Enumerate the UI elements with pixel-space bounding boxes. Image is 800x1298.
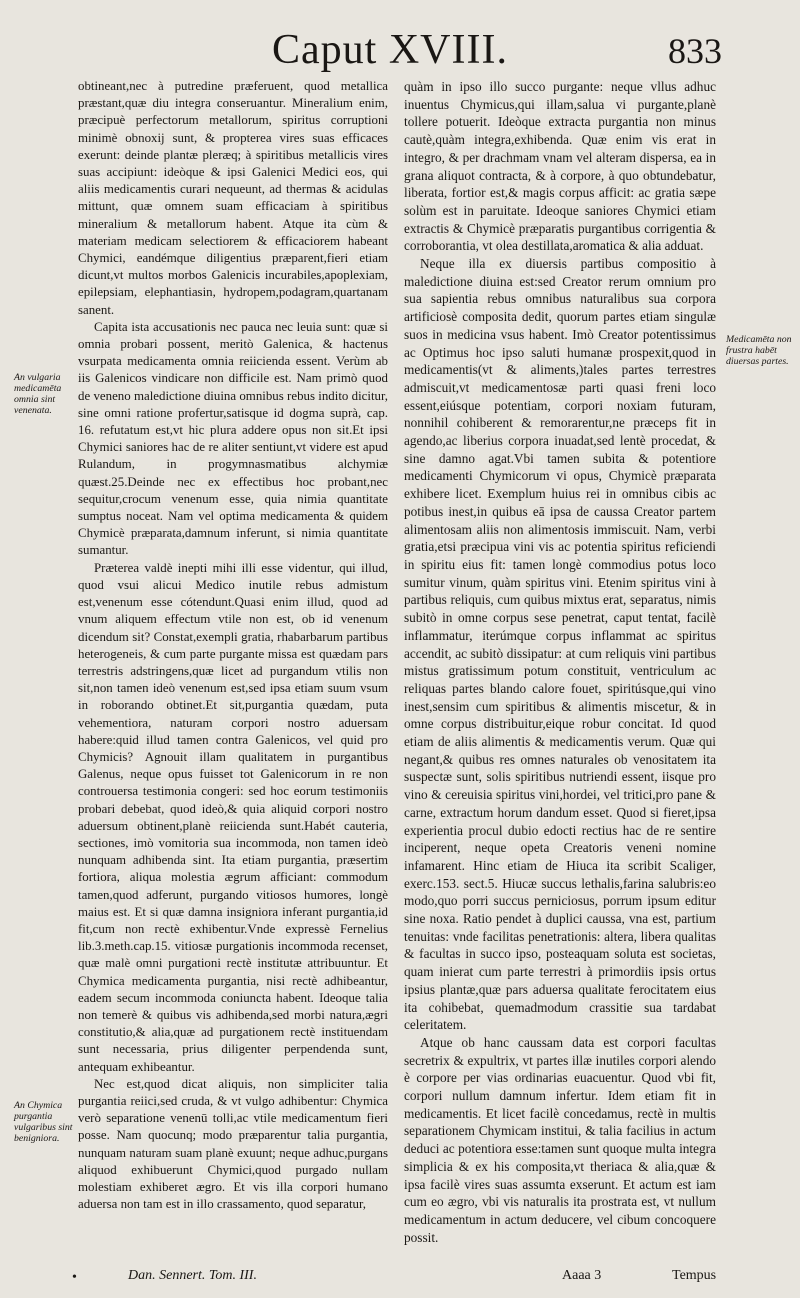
paragraph: Præterea valdè inepti mihi illi esse videntur, qui illud, quod vsui alicui Medico inutile rebus admistum est,venenum esse cótendunt.Quasi enim illud, quod ad vnum aliquem effectum vtile non est, ob id venenum dicendum sit? Constat,exempli gratia, rhabarbarum partibus heterogeneis, & cum parte purgante missa est quædam pars terrestris adstringens,quæ licet ad purgandum vtilis non sit,non tamen ideò venenum est,sed ipsa etiam suum vsum in roborando obtinet.Et sit,purgantia quædam, puta vehementiora, naturam corpori nostro aduersam habere:quid illud tamen contra Galenicos, vel quid pro Chymicis? Agnouit illam qualitatem in purgantibus Galenus, neque opus fuisset tot Galenicorum in re non controuersa testimonia congeri: sed hoc eorum testimoniis probari debebat, quod ideò,& quia aliquid corpori nostro aduersum obtinent,planè reiicienda sunt.Habét cauteria, sectiones, imò vomitoria sua incommoda, non tamen ideò nunquam adhibenda sint. Ita etiam purgantia, præsertim fortiora, aliqua molestia ægrum afficiant: commodum tamen,quod adferunt, purgando vitiosos humores, longè maius est. Et si quæ damna insigniora inferant purgantia,id fit,cum non rectè exhibentur.Vnde expressè Fernelius lib.3.meth.cap.15. vitiosæ purgationis incommoda recenset, quæ malè omni purgationi rectè institutæ attribuuntur. Et Chymica medicamenta purgantia, nisi rectè adhibeantur, eadem secum incommoda coniuncta habent. Ideoque talia non temerè & quibus vis adhibenda,sed morbi natura,ægri constitutio,& alia,quæ ad purgationem rectè instituendam sunt necessaria, prius diligenter perpendenda sunt, antequam exhibeantur. xyxy=(78,560,388,1074)
paragraph: Atque ob hanc caussam data est corpori facultas secretrix & expultrix, vt partes illæ inutiles corpori alendo è corpore per vias ordinarias euacuentur. Quod vbi fit, corpori nullum damnum infertur. Idem etiam fit in medicamentis. Et licet facilè concedamus, rectè in multis separationem Chymicam institui, & talia facilius in actum deduci ac potentiora esse:tamen sunt quoque multa integra simplicia & ex his composita,vt theriaca & alia,quæ & ipsa facilè vires suas assumta exserunt. Et actum est iam cum eo ægro, vbi vis naturalis ita prostrata est, vt nullum medicamentum in actum deducere, vel cibum concoquere possit. xyxy=(404,1034,716,1245)
catchword: Tempus xyxy=(672,1268,717,1283)
paragraph: Neque illa ex diuersis partibus compositio à maledictione diuina est:sed Creator rerum omnium pro sua sapientia rebus omnibus naturalibus sua corpora artificiosè composita dedit, quorum partes etiam singulæ suos in medicina vsus habent. Imò Creator potentissimus ac Optimus hoc ipso saluti humanæ prospexit,quod in medicamentis(vt & aliments,)tales partes terrestres admiscuit,vt medicamentosæ parti quasi freni loco essent,eiúsque potentiam, corpori noxiam futuram, nonnihil cohiberent & remorarentur,ne præceps fit in agendo,ac liberius corpora inuadat,sed lentè procedat, & sine damno agat.Vbi tamen subita & potentiore medicamenti Chymicorum vi opus, Chymicè præparata exhibere licet. Exemplum huius rei in omnibus cibis ac potibus inest,in quibus eā ipsa de caussa Creator partem alimentosam aliis non alimentosis immiscuit. Nam, verbi gratia,etsi præcipua vini vis ac potentia spiritus reficiendi in spiritu eius fit: tamen longè commodius potus loco sumitur vinum, quàm spiritus vini. Etenim spiritus vini à partibus reliquis, cum quibus mixtus erat, separatus, nimis subitò in omne corpus sese penetrat, caput tentat, facilè inflammatur, iterúmque corpus inflammat ac spiritus accendit, ac subitò dissipatur: at cum reliquis vini partibus mistus gratissimum potum constituit, ventriculum ac reliquas partes blando calore fouet, spiritúsque,qui vino inest,sensim cum spiritibus & alimentis miscetur, & in omne corpus distribuitur,eique robur concitat. Id quod etiam de aliis alimentis & medicamentis verum. Quæ qui negant,& quibus res omnes naturales ob venositatem ita suspectæ sunt, solis spiritibus nutriendi essent, iisque pro vino & cereuisia spiritus vini,hordei, vel tritici,pro pane & carne, extractum horum dandum esset. Quod si fieret,ipsa experientia procul dubio edocti rectius hac de re sentire inciperent, neque opeta Creatoris veneni nomine infamarent. Hinc etiam de Hiuca ita scribit Scaliger, exerc.153. sect.5. Hiucæ succus lethalis,farina salubris:eo modo,quo porri succus perniciosus, porrum ipsum editur sine noxa. Ratio pendet à duplici caussa, vna est, partium tenuitas: vnde facilitas penetrationis: altera, libera qualitas & facultas in succo ipso, posteaquam soluta est societas, quam inierat cum parte terrestri à primordiis ipsis ortus ipsius plantæ,quæ pars aduersa qualitate ferocitatem eius ita cohibebat, quemadmodum crassitie sua tardabat celeritatem. xyxy=(404,256,716,1033)
page-footer xyxy=(0,1268,800,1294)
right-column xyxy=(404,78,716,1246)
paragraph: quàm in ipso illo succo purgante: neque vllus adhuc inuentus Chymicus,qui illam,salua vi purgante,planè tollere potuerit. Ideòque extracta purgantia non minus cautè,quàm integra,exhibenda. Quæ enim vis erat in integro, & per drachmam vnam vel alteram dispersa, ea in grana aliquot contracta, & à corpore, à quo obtundebatur, liberata, fortior est,& magis corpus afficit: ac gratia sæpe solùm est in paruitate. Ideoque saniores Chymici etiam extractis & Chymicè præparatis purgantibus corrigentia & corroborantia, vt olea destillata,aromatica & alia adduat. xyxy=(404,79,716,254)
paragraph: obtineant,nec à putredine præferuent, quod metallica præstant,quæ diu integra conseruantur. Mineralium enim, præcipuè perfectorum metallorum, spiritus corruptioni minimè obnoxij sunt, & propterea vires suas efficaces exerunt: deinde plantæ pleræq; à spiritibus metallicis vires suas accipiunt: ideòque & ipsi Galenici Medici eos, qui aliis medicamentis curari nequeunt, ad thermas & acidulas mittunt, quæ omnem suam efficaciam à spiritibus mineralium & metallorum habent. Atque ita cùm & materiam medicam selectiorem & efficaciorem habeant Chymici, eandémque diligentius præparent,fieri etiam dicunt,vt multos morbos Galenicis incurabiles,apoplexiam, epilepsiam, elephantiasin, hydropem,podagram,quartanam sanent. xyxy=(78,79,388,317)
page-number: 833 xyxy=(668,31,722,71)
paragraph: Capita ista accusationis nec pauca nec leuia sunt: quæ si omnia probari possent, meritò Galenica, & hactenus vsurpata medicamenta omnia reiicienda essent. Verùm ab iis Galenicos vindicare non difficile est. Nam primò quod de veneno maledictione diuina omnibus rebus indito dicitur, sine omni ratione profertur,satisque id dogma suprà, cap. 16. refutatum est,vt hic plura addere opus non sit.Et ipsi Chymici saniores hac de re aliter sentiunt,vt videre est apud Rulandum, in progymnasmatibus alchymiæ quæst.25.Deinde nec ex effectibus hoc probant,nec sequitur,crocum venenum esse, quia nimia quantitate sumptus noceat. Nam vel optima medicamenta & quidem Chymicè præparata,damnum inferunt, si nimia quantitate sumantur. xyxy=(78,319,388,558)
margin-note-right: Medicamēta non frustra habēt diuersas partes. xyxy=(726,334,792,367)
left-column xyxy=(78,78,388,1213)
margin-note-left-1: An vulgaria medicamēta omnia sint venenata. xyxy=(14,372,62,416)
page-header xyxy=(0,18,800,73)
running-footer: Dan. Sennert. Tom. III. xyxy=(128,1268,257,1283)
footer-dot: • xyxy=(72,1270,77,1285)
chapter-title: Caput XVIII. xyxy=(272,27,508,73)
margin-note-left-2: An Chymica purgantia vulgaribus sint benigniora. xyxy=(14,1100,73,1144)
signature-mark: Aaaa 3 xyxy=(562,1268,602,1283)
paragraph: Nec est,quod dicat aliquis, non simpliciter talia purgantia reiici,sed cruda, & vt vulgo adhibentur: Chymica verò separatione venenū tolli,ac vtile medicamentum fieri posse. Nam quocunq; modo præparentur talia purgantia, nunquam naturam suam planè exuunt; neque adhuc,purgans aliquod exhibuerunt Chymici,quod purgado nullam molestiam exhiberet ægro. Et vis illa corpori humano aduersa non tam est in illo crassamento, quod separatur, xyxy=(78,1076,388,1212)
